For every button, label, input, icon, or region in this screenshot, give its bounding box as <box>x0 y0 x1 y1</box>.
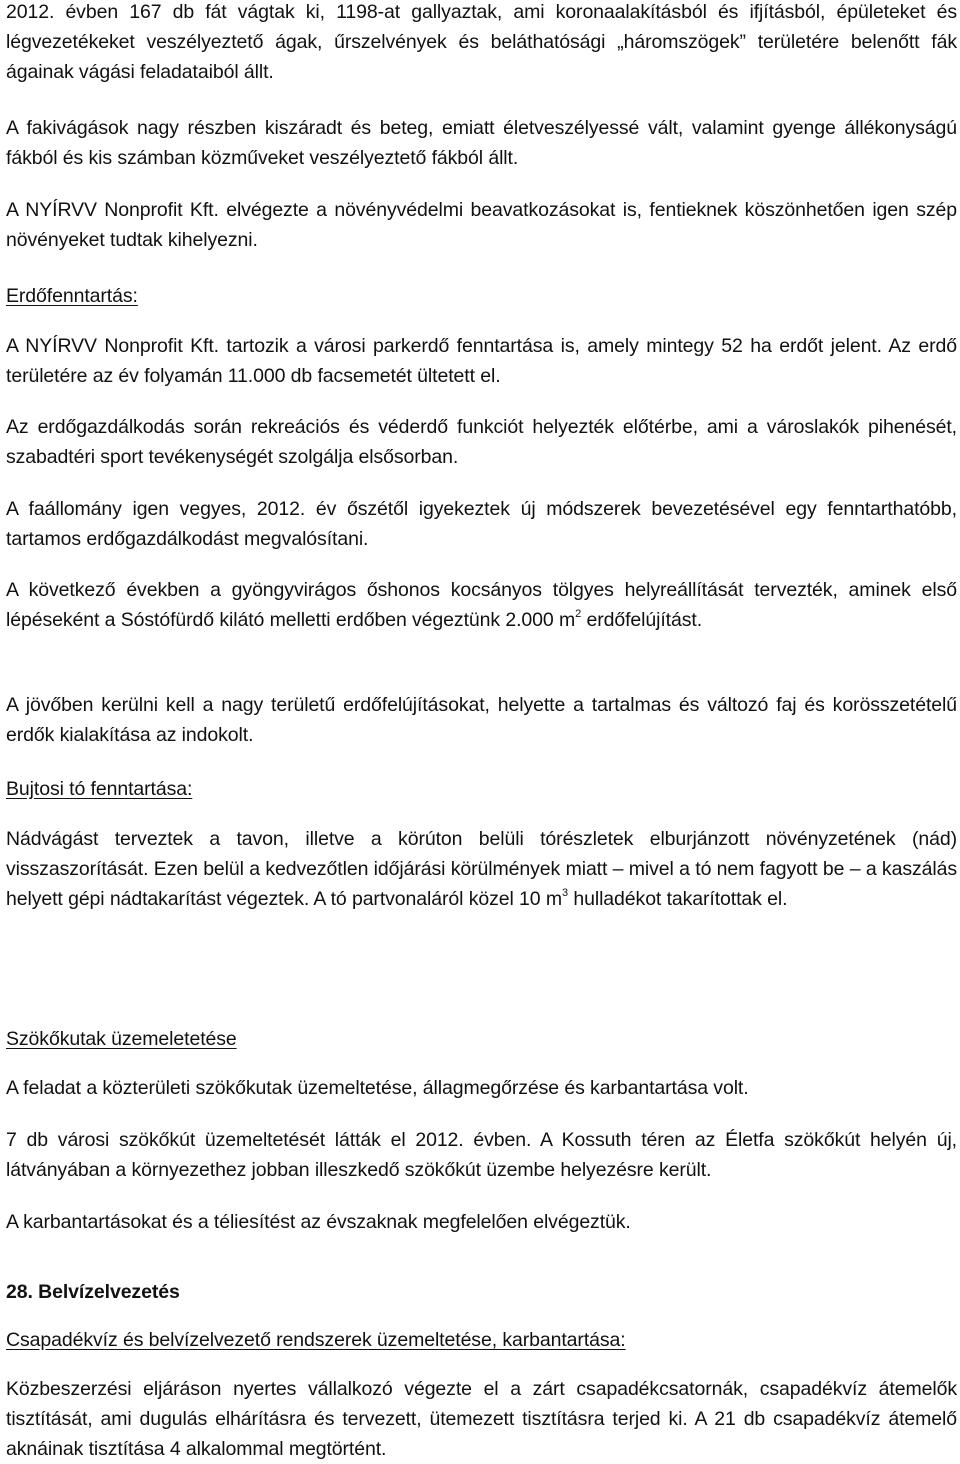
paragraph-plant-protection: A NYÍRVV Nonprofit Kft. elvégezte a növényvédelmi beavatkozásokat is, fentieknek köszönhetően igen szép növényeket tudtak kihelyezni. <box>6 199 957 251</box>
heading-forest-maintenance-text: Erdőfenntartás: <box>6 285 138 307</box>
heading-bujtos-lake-text: Bujtosi tó fenntartása: <box>6 778 193 800</box>
paragraph-fountain-task: A feladat a közterületi szökőkutak üzemeltetése, állagmegőrzése és karbantartása volt. <box>6 1077 749 1099</box>
paragraph-tree-cutting: 2012. évben 167 db fát vágtak ki, 1198-at gallyaztak, ami koronaalakításból és ifjításból, épületeket és légvezetékeket veszélyeztető ágak, űrszelvények és beláthatósági „háromszögek” területére belenőtt fák ágainak vágási feladataiból állt. <box>6 1 957 83</box>
heading-drainage-systems-text: Csapadékvíz és belvízelvezető rendszerek üzemeltetése, karbantartása: <box>6 1329 626 1351</box>
paragraph-forest-management: Az erdőgazdálkodás során rekreációs és véderdő funkciót helyezték előtérbe, ami a városlakók pihenését, szabadtéri sport tevékenységét szolgálja elsősorban. <box>6 416 957 468</box>
paragraph-reed-cutting-main: Nádvágást terveztek a tavon, illetve a körúton belüli tórészletek elburjánzott növényzetének (nád) visszaszorítását. Ezen belül a kedvezőtlen időjárási körülmények miatt – mivel a tó nem fagyott be – a kaszálás helyett gépi nádtakarítást végeztek. A tó partvonaláról közel 10 m <box>6 828 957 910</box>
heading-forest-maintenance <box>6 281 138 311</box>
heading-fountains-text: Szökőkutak üzemeletetése <box>6 1028 237 1050</box>
paragraph-oak-restoration-main: A következő években a gyöngyvirágos őshonos kocsányos tölgyes helyreállítását tervezték, aminek első lépéseként a Sóstófürdő kilátó melletti erdőben végeztünk 2.000 m <box>6 579 957 631</box>
heading-section-28: 28. Belvízelvezetés <box>6 1281 180 1303</box>
paragraph-oak-restoration-end: erdőfelújítást. <box>581 609 703 631</box>
paragraph-tree-stock: A faállomány igen vegyes, 2012. év őszétől igyekeztek új módszerek bevezetésével egy fenntarthatóbb, tartamos erdőgazdálkodást megvalósítani. <box>6 498 957 550</box>
paragraph-fountain-operation: 7 db városi szökőkút üzemeltetését látták el 2012. évben. A Kossuth téren az Életfa szökőkút helyén új, látványában a környezethez jobban illeszkedő szökőkút üzembe helyezésre került. <box>6 1129 957 1181</box>
heading-bujtos-lake <box>6 774 192 804</box>
paragraph-future-reforestation: A jövőben kerülni kell a nagy területű erdőfelújításokat, helyette a tartalmas és változó faj és korösszetételű erdők kialakítása az indokolt. <box>6 694 957 746</box>
paragraph-park-forest: A NYÍRVV Nonprofit Kft. tartozik a városi parkerdő fenntartása is, amely mintegy 52 ha erdőt jelent. Az erdő területére az év folyamán 11.000 db facsemetét ültetett el. <box>6 335 957 387</box>
superscript-cube: 3 <box>562 887 569 899</box>
paragraph-reed-cutting <box>6 824 957 914</box>
paragraph-reed-cutting-end: hulladékot takarítottak el. <box>568 888 788 910</box>
paragraph-felling-reasons: A fakivágások nagy részben kiszáradt és beteg, emiatt életveszélyessé vált, valamint gyenge állékonyságú fákból és kis számban közműveket veszélyeztető fákból állt. <box>6 117 957 169</box>
paragraph-drainage-cleaning: Közbeszerzési eljáráson nyertes vállalkozó végezte el a zárt csapadékcsatornák, csapadékvíz átemelők tisztítását, ami dugulás elhárításra és tervezett, ütemezett tisztításra terjed ki. A 21 db csapadékvíz átemelő aknáinak tisztítása 4 alkalommal megtörtént. <box>6 1378 957 1460</box>
heading-drainage-systems <box>6 1325 626 1355</box>
heading-fountains <box>6 1024 237 1054</box>
paragraph-winterization: A karbantartásokat és a téliesítést az évszaknak megfelelően elvégeztük. <box>6 1211 631 1233</box>
superscript-square: 2 <box>575 608 582 620</box>
paragraph-oak-restoration <box>6 575 957 635</box>
